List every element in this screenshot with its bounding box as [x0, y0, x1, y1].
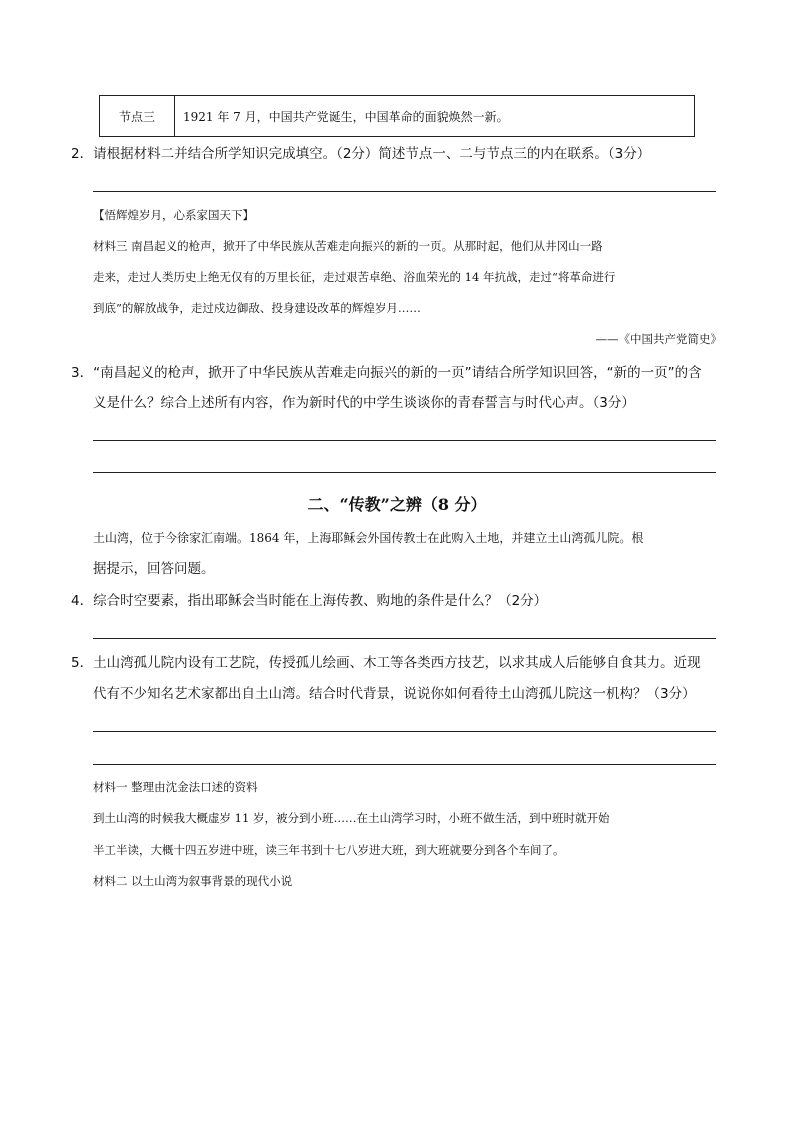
- bottom-material2-title: 材料二 以土山湾为叙事背景的现代小说: [93, 874, 293, 888]
- answer-line-q4[interactable]: [93, 638, 716, 639]
- answer-line-q3-1[interactable]: [93, 440, 716, 441]
- section-intro-line2: 据提示，回答问题。: [93, 561, 215, 577]
- answer-line-q2[interactable]: [93, 191, 716, 192]
- node-content-cell: 1921 年 7 月，中国共产党诞生，中国革命的面貌焕然一新。: [175, 96, 695, 137]
- node-table: [99, 95, 695, 137]
- material3-line1: 材料三 南昌起义的枪声，掀开了中华民族从苦难走向振兴的新的一页。从那时起，他们从井冈山一路: [93, 239, 603, 253]
- question-2: 2．请根据材料二并结合所学知识完成填空。（2分）简述节点一、二与节点三的内在联系。（3分）: [71, 146, 651, 162]
- section-title: 二、“传教”之辨（8 分）: [307, 495, 487, 514]
- bottom-material1-line1: 到土山湾的时候我大概虚岁 11 岁，被分到小班……在土山湾学习时，小班不做生活，到中班时就开始: [93, 811, 610, 825]
- node-label-cell: 节点三: [100, 96, 175, 137]
- question-3-line1: 3．“南昌起义的枪声，掀开了中华民族从苦难走向振兴的新的一页”请结合所学知识回答，“新的一页”的含: [71, 365, 702, 381]
- question-4: 4．综合时空要素，指出耶稣会当时能在上海传教、购地的条件是什么？（2分）: [71, 593, 548, 609]
- material3-line2: 走来，走过人类历史上绝无仅有的万里长征，走过艰苦卓绝、浴血荣光的 14 年抗战，走过“将革命进行: [93, 270, 616, 284]
- material3-source: ——《中国共产党简史》: [595, 332, 722, 346]
- question-5-line2: 代有不少知名艺术家都出自土山湾。结合时代背景，说说你如何看待土山湾孤儿院这一机构？（3分）: [93, 686, 696, 702]
- material3-line3: 到底”的解放战争，走过戍边御敌、投身建设改革的辉煌岁月……: [93, 301, 421, 315]
- answer-line-q5-2[interactable]: [93, 764, 716, 765]
- bottom-material1-title: 材料一 整理由沈金法口述的资料: [93, 780, 258, 794]
- material3-heading: 【悟辉煌岁月，心系家国天下】: [93, 208, 254, 222]
- section-intro-line1: 土山湾，位于今徐家汇南端。1864 年，上海耶稣会外国传教士在此购入土地，并建立土山湾孤儿院。根: [93, 531, 644, 545]
- question-5-line1: 5．土山湾孤儿院内设有工艺院，传授孤儿绘画、木工等各类西方技艺，以求其成人后能够自食其力。近现: [71, 655, 701, 671]
- bottom-material1-line2: 半工半读，大概十四五岁进中班，读三年书到十七八岁进大班，到大班就要分到各个车间了。: [93, 843, 565, 857]
- table-row: [100, 96, 695, 137]
- answer-line-q3-2[interactable]: [93, 472, 716, 473]
- answer-line-q5-1[interactable]: [93, 731, 716, 732]
- question-3-line2: 义是什么？综合上述所有内容，作为新时代的中学生谈谈你的青春誓言与时代心声。（3分）: [93, 395, 635, 411]
